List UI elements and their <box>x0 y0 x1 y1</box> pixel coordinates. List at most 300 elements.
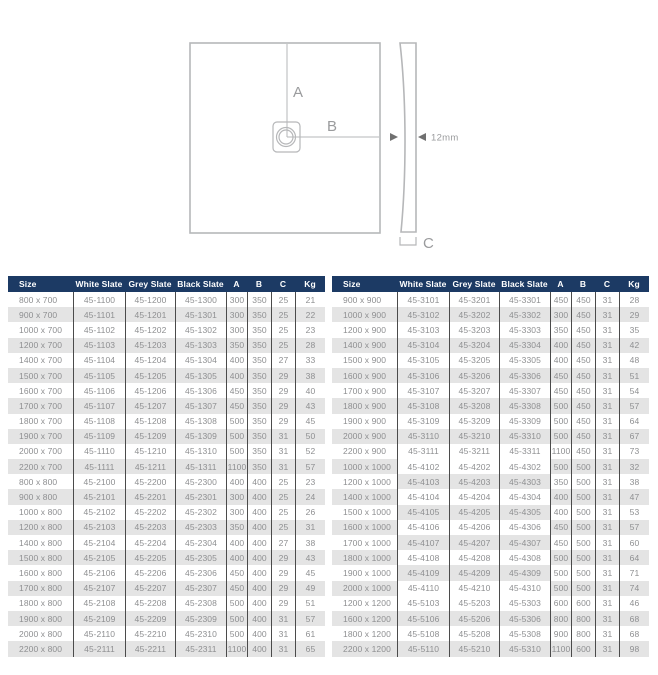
dimension-cell: 400 <box>247 489 271 504</box>
dimension-cell: 500 <box>550 550 571 565</box>
product-code-cell: 45-4307 <box>499 535 550 550</box>
dimension-cell: 450 <box>226 565 247 580</box>
size-cell: 1800 x 700 <box>19 416 63 427</box>
size-cell: 1400 x 800 <box>19 537 63 548</box>
product-code-cell: 45-2109 <box>73 611 125 626</box>
size-cell: 800 x 800 <box>19 476 58 487</box>
table-row <box>8 338 325 353</box>
size-cell: 900 x 900 <box>343 294 382 305</box>
size-cell: 2200 x 900 <box>343 446 387 457</box>
table-row <box>332 535 649 550</box>
size-cell: 1700 x 900 <box>343 385 387 396</box>
size-cell: 1000 x 1000 <box>332 459 397 474</box>
product-code-cell: 45-1111 <box>73 459 125 474</box>
dimension-label-c: C <box>423 235 434 252</box>
dimension-cell: 49 <box>295 581 325 596</box>
dimension-cell: 25 <box>271 292 295 307</box>
dimension-cell: 31 <box>595 489 619 504</box>
dimension-cell: 29 <box>271 596 295 611</box>
product-code-cell: 45-3305 <box>499 353 550 368</box>
product-code-cell: 45-2103 <box>73 520 125 535</box>
dimension-cell: 350 <box>247 398 271 413</box>
product-code-cell: 45-1105 <box>73 368 125 383</box>
dimension-cell: 400 <box>247 581 271 596</box>
dimension-cell: 450 <box>571 353 595 368</box>
column-header-grey-slate: Grey Slate <box>452 279 496 289</box>
column-header-white-slate: White Slate <box>399 279 447 289</box>
size-cell: 1600 x 700 <box>19 385 63 396</box>
product-code-cell: 45-3301 <box>499 292 550 307</box>
size-cell: 1500 x 900 <box>343 355 387 366</box>
dimension-cell: 60 <box>619 535 649 550</box>
dimension-cell: 900 <box>550 626 571 641</box>
dimension-cell: 31 <box>595 565 619 580</box>
dimension-cell: 350 <box>247 414 271 429</box>
product-code-cell: 45-1302 <box>175 322 226 337</box>
dimension-cell: 52 <box>295 444 325 459</box>
table-row <box>8 565 325 580</box>
dimension-cell: 31 <box>271 459 295 474</box>
dimension-cell: 500 <box>571 474 595 489</box>
spec-table-left <box>8 276 325 657</box>
dimension-cell: 1100 <box>226 641 247 656</box>
dimension-cell: 400 <box>247 641 271 656</box>
table-row <box>332 565 649 580</box>
table-row <box>332 429 649 444</box>
size-cell: 1200 x 800 <box>8 520 73 535</box>
tray-side-profile <box>400 43 416 232</box>
size-cell: 1900 x 900 <box>343 416 387 427</box>
size-cell: 2000 x 800 <box>19 628 63 639</box>
product-code-cell: 45-2205 <box>125 550 175 565</box>
product-code-cell: 45-3207 <box>449 383 499 398</box>
product-code-cell: 45-1200 <box>125 292 175 307</box>
product-code-cell: 45-1208 <box>125 414 175 429</box>
table-row <box>8 489 325 504</box>
dimension-cell: 31 <box>595 398 619 413</box>
dimension-cell: 29 <box>271 368 295 383</box>
product-code-cell: 45-1310 <box>175 444 226 459</box>
dimension-cell: 31 <box>595 414 619 429</box>
dimension-cell: 300 <box>226 307 247 322</box>
table-row <box>8 353 325 368</box>
size-cell: 1700 x 800 <box>8 581 73 596</box>
product-code-cell: 45-4104 <box>397 489 449 504</box>
product-code-cell: 45-2310 <box>175 626 226 641</box>
dimension-cell: 31 <box>271 429 295 444</box>
dimension-cell: 25 <box>271 338 295 353</box>
product-code-cell: 45-2308 <box>175 596 226 611</box>
dimension-cell: 500 <box>226 429 247 444</box>
product-code-cell: 45-3111 <box>397 444 449 459</box>
dimension-cell: 400 <box>247 505 271 520</box>
product-code-cell: 45-2201 <box>125 489 175 504</box>
product-code-cell: 45-5206 <box>449 611 499 626</box>
product-code-cell: 45-2207 <box>125 581 175 596</box>
dimension-cell: 450 <box>571 307 595 322</box>
dimension-cell: 350 <box>247 292 271 307</box>
product-code-cell: 45-1106 <box>73 383 125 398</box>
table-row <box>332 474 649 489</box>
product-code-cell: 45-3302 <box>499 307 550 322</box>
dimension-cell: 500 <box>550 581 571 596</box>
size-cell: 1500 x 800 <box>8 550 73 565</box>
product-code-cell: 45-3109 <box>397 414 449 429</box>
dimension-cell: 500 <box>571 459 595 474</box>
dimension-cell: 400 <box>247 550 271 565</box>
dimension-cell: 450 <box>571 292 595 307</box>
dimension-cell: 500 <box>226 414 247 429</box>
size-cell: 1600 x 1200 <box>332 611 397 626</box>
product-code-cell: 45-2309 <box>175 611 226 626</box>
dimension-cell: 43 <box>295 550 325 565</box>
product-code-cell: 45-4105 <box>397 505 449 520</box>
product-code-cell: 45-2307 <box>175 581 226 596</box>
product-code-cell: 45-3209 <box>449 414 499 429</box>
dimension-cell: 400 <box>247 520 271 535</box>
dimension-cell: 400 <box>247 535 271 550</box>
product-code-cell: 45-4309 <box>499 565 550 580</box>
dimension-cell: 31 <box>295 520 325 535</box>
product-code-cell: 45-1206 <box>125 383 175 398</box>
size-cell: 2200 x 700 <box>8 459 73 474</box>
dimension-cell: 31 <box>595 459 619 474</box>
product-code-cell: 45-4305 <box>499 505 550 520</box>
dimension-cell: 31 <box>595 505 619 520</box>
product-code-cell: 45-3311 <box>499 444 550 459</box>
column-header-size: Size <box>19 279 37 289</box>
product-code-cell: 45-1306 <box>175 383 226 398</box>
dimension-cell: 1100 <box>550 444 571 459</box>
dimension-cell: 98 <box>619 641 649 656</box>
dimension-cell: 500 <box>226 444 247 459</box>
size-cell: 1500 x 1000 <box>343 507 391 518</box>
product-code-cell: 45-4206 <box>449 520 499 535</box>
dimension-cell: 500 <box>571 505 595 520</box>
dimension-cell: 25 <box>271 520 295 535</box>
table-row <box>332 383 649 398</box>
dimension-cell: 31 <box>595 641 619 656</box>
dimension-cell: 400 <box>226 535 247 550</box>
dimension-cell: 64 <box>619 414 649 429</box>
dimension-cell: 31 <box>595 474 619 489</box>
dimension-cell: 350 <box>226 520 247 535</box>
dimension-cell: 450 <box>550 520 571 535</box>
dimension-cell: 71 <box>619 565 649 580</box>
dimension-cell: 500 <box>550 414 571 429</box>
dimension-cell: 74 <box>619 581 649 596</box>
product-code-cell: 45-1103 <box>73 338 125 353</box>
dimension-cell: 31 <box>271 444 295 459</box>
size-cell: 1900 x 1000 <box>343 567 391 578</box>
product-code-cell: 45-2302 <box>175 505 226 520</box>
dimension-cell: 400 <box>226 353 247 368</box>
dimension-cell: 57 <box>295 459 325 474</box>
dimension-cell: 800 <box>550 611 571 626</box>
size-cell: 1600 x 900 <box>332 368 397 383</box>
product-code-cell: 45-1307 <box>175 398 226 413</box>
column-header-a: A <box>233 279 240 289</box>
product-code-cell: 45-4204 <box>449 489 499 504</box>
product-code-cell: 45-4302 <box>499 459 550 474</box>
product-code-cell: 45-4306 <box>499 520 550 535</box>
dimension-cell: 500 <box>571 535 595 550</box>
product-code-cell: 45-1109 <box>73 429 125 444</box>
dimension-cell: 350 <box>247 307 271 322</box>
table-row <box>332 353 649 368</box>
product-code-cell: 45-2104 <box>73 535 125 550</box>
dimension-cell: 500 <box>571 550 595 565</box>
product-code-cell: 45-4208 <box>449 550 499 565</box>
dimension-cell: 31 <box>595 353 619 368</box>
dimension-cell: 53 <box>619 505 649 520</box>
product-code-cell: 45-4102 <box>397 459 449 474</box>
size-cell: 1000 x 900 <box>332 307 397 322</box>
product-code-cell: 45-3310 <box>499 429 550 444</box>
table-row <box>8 474 325 489</box>
product-code-cell: 45-1309 <box>175 429 226 444</box>
size-cell: 2200 x 1200 <box>332 641 397 656</box>
dimension-cell: 500 <box>571 581 595 596</box>
product-code-cell: 45-4210 <box>449 581 499 596</box>
dimension-cell: 800 <box>571 626 595 641</box>
dimension-cell: 25 <box>271 505 295 520</box>
product-code-cell: 45-2110 <box>73 626 125 641</box>
product-code-cell: 45-2301 <box>175 489 226 504</box>
table-row <box>8 611 325 626</box>
dimension-cell: 350 <box>247 368 271 383</box>
dimension-cell: 350 <box>550 474 571 489</box>
size-cell: 1800 x 1000 <box>332 550 397 565</box>
dimension-cell: 300 <box>226 292 247 307</box>
dimension-cell: 450 <box>571 429 595 444</box>
column-header-white-slate: White Slate <box>75 279 123 289</box>
product-code-cell: 45-4308 <box>499 550 550 565</box>
dimension-cell: 400 <box>247 626 271 641</box>
size-cell: 2000 x 900 <box>332 429 397 444</box>
dimension-cell: 300 <box>226 322 247 337</box>
product-code-cell: 45-3105 <box>397 353 449 368</box>
size-cell: 1600 x 800 <box>19 567 63 578</box>
size-cell: 1800 x 800 <box>19 598 63 609</box>
product-code-cell: 45-1108 <box>73 414 125 429</box>
dimension-cell: 31 <box>595 444 619 459</box>
product-code-cell: 45-2102 <box>73 505 125 520</box>
product-code-cell: 45-1100 <box>73 292 125 307</box>
size-cell: 1400 x 700 <box>19 355 63 366</box>
product-code-cell: 45-1101 <box>73 307 125 322</box>
size-cell: 1800 x 900 <box>332 398 397 413</box>
dimension-cell: 46 <box>619 596 649 611</box>
dimension-cell: 1100 <box>550 641 571 656</box>
product-code-cell: 45-3104 <box>397 338 449 353</box>
product-code-cell: 45-2206 <box>125 565 175 580</box>
product-code-cell: 45-3108 <box>397 398 449 413</box>
dimension-cell: 22 <box>295 307 325 322</box>
dimension-cell: 400 <box>226 550 247 565</box>
table-row <box>332 398 649 413</box>
table-row <box>8 414 325 429</box>
dimension-cell: 31 <box>595 535 619 550</box>
dimension-cell: 29 <box>271 398 295 413</box>
dimension-cell: 450 <box>571 338 595 353</box>
table-row <box>332 444 649 459</box>
product-code-cell: 45-3103 <box>397 322 449 337</box>
dimension-cell: 42 <box>619 338 649 353</box>
dimension-cell: 350 <box>226 338 247 353</box>
product-code-cell: 45-4109 <box>397 565 449 580</box>
dimension-cell: 450 <box>550 535 571 550</box>
dimension-cell: 400 <box>550 353 571 368</box>
size-cell: 2000 x 700 <box>19 446 63 457</box>
product-code-cell: 45-3211 <box>449 444 499 459</box>
table-row <box>332 414 649 429</box>
dimension-cell: 45 <box>295 414 325 429</box>
dimension-cell: 38 <box>295 368 325 383</box>
table-row <box>8 505 325 520</box>
dimension-cell: 450 <box>571 444 595 459</box>
dimension-cell: 38 <box>295 535 325 550</box>
product-code-cell: 45-1202 <box>125 322 175 337</box>
table-row <box>332 338 649 353</box>
size-cell: 1000 x 700 <box>19 324 63 335</box>
dimension-cell: 500 <box>550 429 571 444</box>
product-code-cell: 45-4107 <box>397 535 449 550</box>
product-code-cell: 45-4203 <box>449 474 499 489</box>
dimension-cell: 73 <box>619 444 649 459</box>
product-code-cell: 45-1203 <box>125 338 175 353</box>
size-cell: 1900 x 800 <box>8 611 73 626</box>
dimension-cell: 800 <box>571 611 595 626</box>
dimension-cell: 450 <box>226 398 247 413</box>
product-code-cell: 45-3204 <box>449 338 499 353</box>
dimension-cell: 31 <box>595 322 619 337</box>
dimension-cell: 31 <box>595 581 619 596</box>
table-row <box>8 626 325 641</box>
dimension-cell: 500 <box>571 489 595 504</box>
product-code-cell: 45-3201 <box>449 292 499 307</box>
dimension-cell: 65 <box>295 641 325 656</box>
table-row <box>332 505 649 520</box>
product-code-cell: 45-5106 <box>397 611 449 626</box>
size-cell: 1800 x 1200 <box>343 628 391 639</box>
dimension-label-a: A <box>293 84 304 101</box>
size-cell: 1000 x 800 <box>19 507 63 518</box>
dimension-cell: 450 <box>550 292 571 307</box>
dimension-cell: 31 <box>595 550 619 565</box>
dimension-cell: 350 <box>550 322 571 337</box>
thickness-arrow-left-icon <box>418 133 426 141</box>
table-row <box>8 520 325 535</box>
dimension-cell: 29 <box>271 550 295 565</box>
table-row <box>8 307 325 322</box>
product-code-cell: 45-1110 <box>73 444 125 459</box>
product-code-cell: 45-3208 <box>449 398 499 413</box>
table-row <box>8 581 325 596</box>
dimension-cell: 350 <box>247 322 271 337</box>
product-code-cell: 45-2202 <box>125 505 175 520</box>
dimension-cell: 31 <box>595 429 619 444</box>
dimension-cell: 54 <box>619 383 649 398</box>
dimension-cell: 300 <box>226 505 247 520</box>
product-code-cell: 45-5203 <box>449 596 499 611</box>
product-code-cell: 45-3303 <box>499 322 550 337</box>
dimension-cell: 400 <box>550 505 571 520</box>
table-row <box>8 535 325 550</box>
product-code-cell: 45-2107 <box>73 581 125 596</box>
product-code-cell: 45-1207 <box>125 398 175 413</box>
dimension-cell: 29 <box>271 581 295 596</box>
dimension-cell: 28 <box>295 338 325 353</box>
product-code-cell: 45-1107 <box>73 398 125 413</box>
product-code-cell: 45-1311 <box>175 459 226 474</box>
dimension-cell: 31 <box>595 368 619 383</box>
dimension-cell: 450 <box>550 368 571 383</box>
dimension-cell: 400 <box>247 611 271 626</box>
product-code-cell: 45-4310 <box>499 581 550 596</box>
column-header-black-slate: Black Slate <box>177 279 224 289</box>
dimension-cell: 31 <box>595 520 619 535</box>
product-code-cell: 45-2211 <box>125 641 175 656</box>
dimension-cell: 500 <box>550 565 571 580</box>
product-code-cell: 45-1102 <box>73 322 125 337</box>
dimension-cell: 29 <box>271 414 295 429</box>
table-row <box>332 307 649 322</box>
product-code-cell: 45-2100 <box>73 474 125 489</box>
product-code-cell: 45-3210 <box>449 429 499 444</box>
tray-plan-outline <box>190 43 380 233</box>
column-header-b: B <box>579 279 587 289</box>
product-code-cell: 45-1104 <box>73 353 125 368</box>
dimension-cell: 500 <box>226 596 247 611</box>
product-code-cell: 45-1201 <box>125 307 175 322</box>
column-header-c: C <box>279 279 287 289</box>
size-cell: 800 x 700 <box>19 294 58 305</box>
dimension-cell: 600 <box>571 641 595 656</box>
dimension-cell: 400 <box>550 338 571 353</box>
product-code-cell: 45-2304 <box>175 535 226 550</box>
dimension-cell: 450 <box>571 368 595 383</box>
dimension-cell: 29 <box>619 307 649 322</box>
column-header-kg: Kg <box>628 279 640 289</box>
product-code-cell: 45-1304 <box>175 353 226 368</box>
dimension-cell: 64 <box>619 550 649 565</box>
dimension-cell: 500 <box>571 520 595 535</box>
column-header-a: A <box>557 279 564 289</box>
table-row <box>332 611 649 626</box>
table-row <box>332 489 649 504</box>
product-code-cell: 45-1303 <box>175 338 226 353</box>
dimension-cell: 38 <box>619 474 649 489</box>
table-row <box>8 322 325 337</box>
product-code-cell: 45-5308 <box>499 626 550 641</box>
product-code-cell: 45-3205 <box>449 353 499 368</box>
product-code-cell: 45-3202 <box>449 307 499 322</box>
dimension-cell: 31 <box>595 307 619 322</box>
product-code-cell: 45-2200 <box>125 474 175 489</box>
table-row <box>8 383 325 398</box>
dimension-cell: 47 <box>619 489 649 504</box>
dimension-cell: 57 <box>619 520 649 535</box>
product-code-cell: 45-3306 <box>499 368 550 383</box>
dimension-cell: 600 <box>571 596 595 611</box>
dimension-cell: 48 <box>619 353 649 368</box>
dimension-cell: 400 <box>247 474 271 489</box>
column-header-black-slate: Black Slate <box>501 279 548 289</box>
dimension-cell: 67 <box>619 429 649 444</box>
product-code-cell: 45-1308 <box>175 414 226 429</box>
product-code-cell: 45-3203 <box>449 322 499 337</box>
